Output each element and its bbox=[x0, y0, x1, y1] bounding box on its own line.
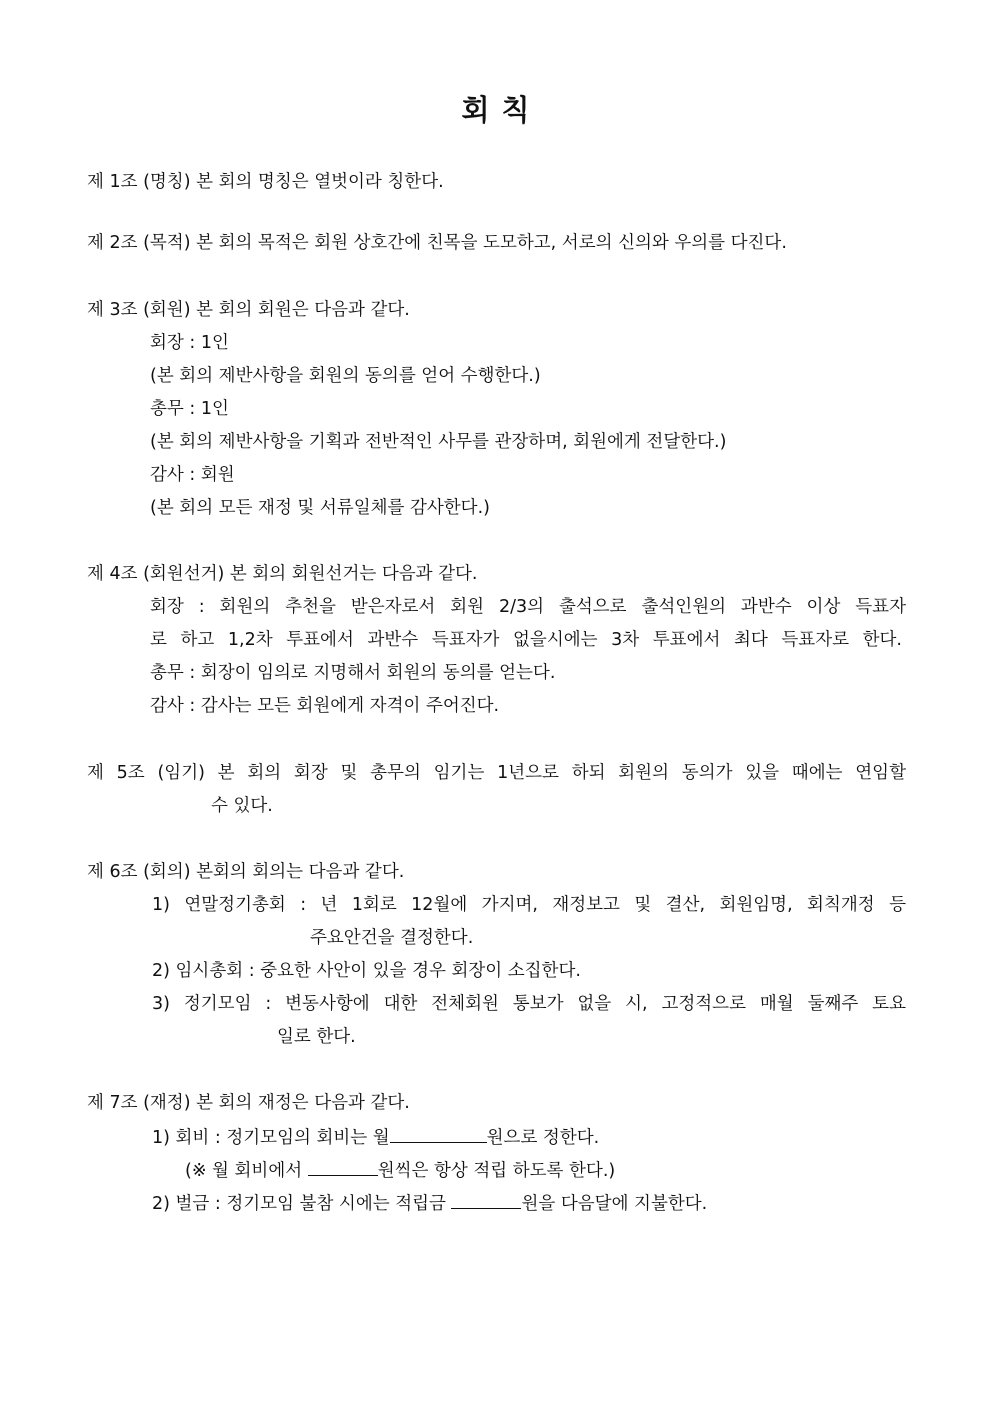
article-7-item2-suffix: 원을 다음달에 지불한다. bbox=[521, 1194, 708, 1214]
article-3-secretary-desc: (본 회의 제반사항을 기획과 전반적인 사무를 관장하며, 회원에게 전달한다.) bbox=[150, 432, 727, 452]
article-3-heading: 제 3조 (회원) 본 회의 회원은 다음과 같다. bbox=[87, 300, 410, 320]
article-7-item1-suffix: 원으로 정한다. bbox=[486, 1128, 600, 1148]
article-6-item1-line1: 1) 연말정기총회 : 년 1회로 12월에 가지며, 재정보고 및 결산, 회원임명, 회칙개정 등 bbox=[152, 895, 906, 915]
penalty-amount-blank[interactable] bbox=[451, 1190, 521, 1209]
article-6-item3-line1: 3) 정기모임 : 변동사항에 대한 전체회원 통보가 없을 시, 고정적으로 매월 둘째주 토요 bbox=[152, 994, 906, 1014]
article-4-president-line1: 회장 : 회원의 추천을 받은자로서 회원 2/3의 출석으로 출석인원의 과반수 이상 득표자 bbox=[150, 597, 906, 617]
article-5-line2: 수 있다. bbox=[211, 796, 273, 816]
article-7-note bbox=[185, 1157, 615, 1183]
article-6-item2: 2) 임시총회 : 중요한 사안이 있을 경우 회장이 소집한다. bbox=[152, 961, 581, 981]
article-7-item2-text: 2) 벌금 : 정기모임 불참 시에는 적립금 bbox=[152, 1194, 446, 1214]
article-4-auditor: 감사 : 감사는 모든 회원에게 자격이 주어진다. bbox=[150, 696, 500, 716]
fee-amount-blank[interactable] bbox=[390, 1124, 487, 1143]
article-3-secretary: 총무 : 1인 bbox=[150, 399, 229, 419]
article-4-heading: 제 4조 (회원선거) 본 회의 회원선거는 다음과 같다. bbox=[87, 564, 478, 584]
article-1: 제 1조 (명칭) 본 회의 명칭은 열벗이라 칭한다. bbox=[87, 172, 444, 192]
article-6-heading: 제 6조 (회의) 본회의 회의는 다음과 같다. bbox=[87, 862, 405, 882]
document-title: 회 칙 bbox=[461, 93, 531, 127]
article-7-item1 bbox=[152, 1124, 599, 1150]
article-7-item2 bbox=[152, 1190, 707, 1216]
article-6-item1-line2: 주요안건을 결정한다. bbox=[310, 928, 474, 948]
article-5-line1: 제 5조 (임기) 본 회의 회장 및 총무의 임기는 1년으로 하되 회원의 동의가 있을 때에는 연임할 bbox=[87, 763, 906, 783]
article-3-auditor: 감사 : 회원 bbox=[150, 465, 235, 485]
article-7-note-text: (※ 월 회비에서 bbox=[185, 1161, 303, 1181]
article-3-auditor-desc: (본 회의 모든 재정 및 서류일체를 감사한다.) bbox=[150, 498, 490, 518]
article-3-president: 회장 : 1인 bbox=[150, 333, 229, 353]
article-4-secretary: 총무 : 회장이 임의로 지명해서 회원의 동의를 얻는다. bbox=[150, 663, 556, 683]
article-7-note-suffix: 원씩은 항상 적립 하도록 한다.) bbox=[377, 1161, 616, 1181]
savings-amount-blank[interactable] bbox=[308, 1157, 378, 1176]
article-7-heading: 제 7조 (재정) 본 회의 재정은 다음과 같다. bbox=[87, 1093, 410, 1113]
article-4-president-line2: 로 하고 1,2차 투표에서 과반수 득표자가 없을시에는 3차 투표에서 최다 득표자로 한다. bbox=[150, 630, 902, 650]
article-2: 제 2조 (목적) 본 회의 목적은 회원 상호간에 친목을 도모하고, 서로의 신의와 우의를 다진다. bbox=[87, 233, 787, 253]
article-7-item1-text: 1) 회비 : 정기모임의 회비는 월 bbox=[152, 1128, 390, 1148]
article-6-item3-line2: 일로 한다. bbox=[277, 1027, 356, 1047]
article-3-president-desc: (본 회의 제반사항을 회원의 동의를 얻어 수행한다.) bbox=[150, 366, 541, 386]
